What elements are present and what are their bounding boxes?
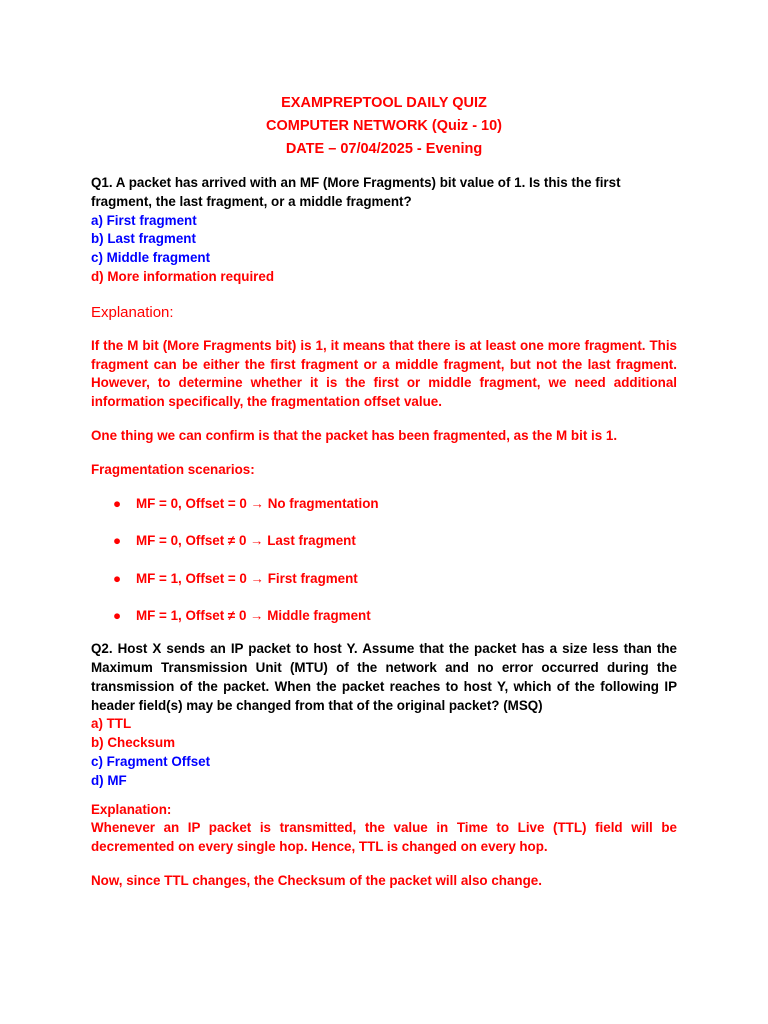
header-date: DATE – 07/04/2025 - Evening — [285, 141, 483, 157]
scenario-item — [91, 607, 677, 626]
scenario-item — [91, 532, 677, 551]
q1-option-b: b) Last fragment — [91, 231, 196, 247]
question-2-text: Q2. Host X sends an IP packet to host Y. Assume that the packet has a size less than the Maximum Transmission Unit (MTU) of the network and no error occurred during the transmission of the packet. When the packet reaches to host Y, which of the following IP header field(s) may be changed from that of the original packet? (MSQ) — [91, 641, 677, 713]
question-1 — [91, 174, 677, 626]
q1-scenarios-list — [91, 495, 677, 627]
header-subject: COMPUTER NETWORK (Quiz - 10) — [265, 118, 503, 134]
quiz-document — [91, 92, 677, 891]
q1-explanation-paragraph-2: One thing we can confirm is that the packet has been fragmented, as the M bit is 1. — [91, 427, 618, 443]
q1-option-a: a) First fragment — [91, 212, 197, 228]
scenario-text: MF = 1, Offset ≠ 0 → Middle fragment — [136, 608, 371, 624]
scenario-text: MF = 0, Offset ≠ 0 → Last fragment — [136, 533, 356, 549]
q2-option-a: a) TTL — [91, 716, 132, 732]
header-title: EXAMPREPTOOL DAILY QUIZ — [281, 95, 487, 111]
q1-scenarios-heading: Fragmentation scenarios: — [91, 461, 255, 477]
question-2 — [91, 640, 677, 891]
bullet-icon: ● — [113, 533, 122, 549]
q1-explanation-heading: Explanation: — [91, 303, 174, 321]
q1-option-d: d) More information required — [91, 268, 275, 284]
q2-option-c: c) Fragment Offset — [91, 753, 211, 769]
scenario-text: MF = 0, Offset = 0 → No fragmentation — [136, 495, 379, 511]
q2-explanation-paragraph-1: Whenever an IP packet is transmitted, the value in Time to Live (TTL) field will be decremented on every single hop. Hence, TTL is changed on every hop. — [91, 820, 677, 855]
bullet-icon: ● — [113, 570, 122, 586]
q2-explanation-paragraph-2: Now, since TTL changes, the Checksum of the packet will also change. — [91, 872, 542, 888]
scenario-text: MF = 1, Offset = 0 → First fragment — [136, 570, 358, 586]
q1-explanation-paragraph-1: If the M bit (More Fragments bit) is 1, it means that there is at least one more fragment. This fragment can be either the first fragment or a middle fragment, but not the last fragment. However, to determine whether it is the first or middle fragment, we need additional information specifically, the fragmentation offset value. — [91, 337, 677, 410]
q1-option-c: c) Middle fragment — [91, 250, 211, 266]
bullet-icon: ● — [113, 495, 122, 511]
scenario-item — [91, 570, 677, 589]
q2-option-d: d) MF — [91, 772, 127, 788]
scenario-item — [91, 495, 677, 514]
document-header — [91, 92, 677, 161]
q2-explanation-heading: Explanation: — [91, 801, 172, 817]
q2-option-b: b) Checksum — [91, 735, 176, 751]
question-1-text: Q1. A packet has arrived with an MF (More Fragments) bit value of 1. Is this the first fragment, the last fragment, or a middle fragment? — [91, 175, 621, 209]
bullet-icon: ● — [113, 608, 122, 624]
